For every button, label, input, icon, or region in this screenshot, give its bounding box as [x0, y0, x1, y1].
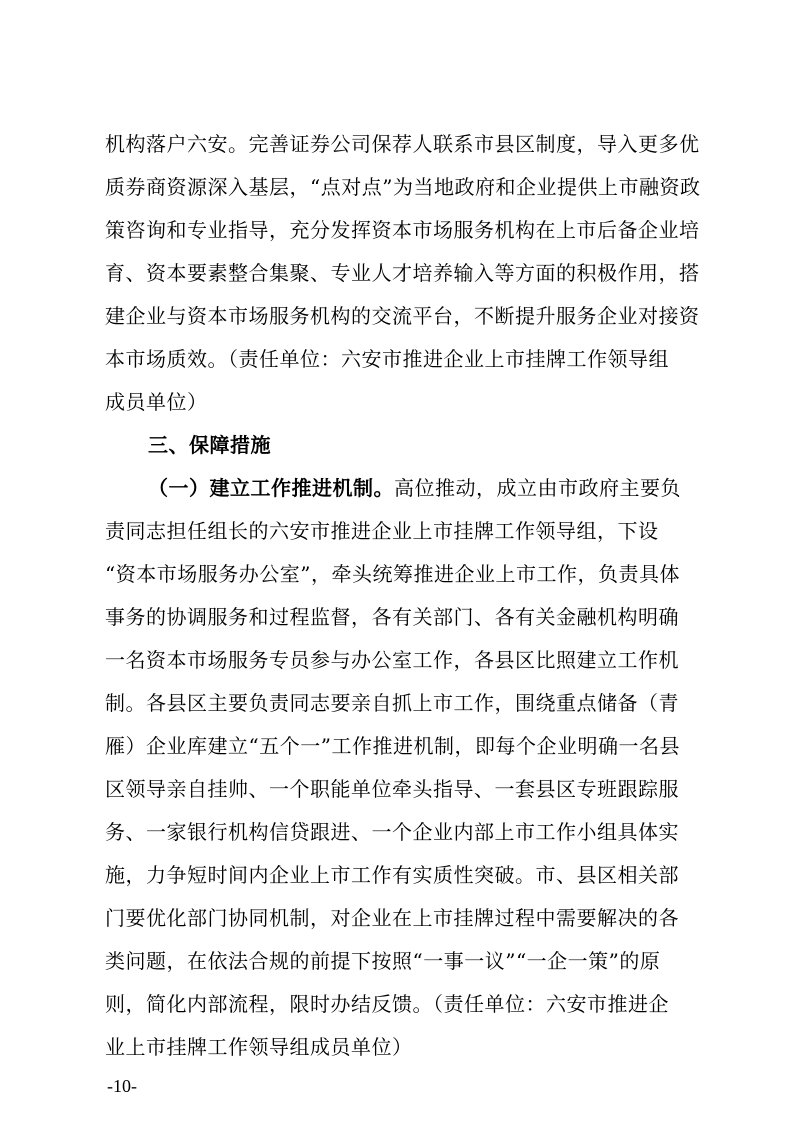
- paragraph-line: 事务的协调服务和过程监督，各有关部门、各有关金融机构明确: [105, 605, 679, 629]
- paragraph-line: 机构落户六安。完善证券公司保荐人联系市县区制度，导入更多优: [105, 132, 700, 156]
- section-heading: 三、保障措施: [148, 433, 271, 457]
- subsection-title: （一）建立工作推进机制。: [148, 476, 394, 500]
- paragraph-line: 类问题，在依法合规的前提下按照“一事一议”“一企一策”的原: [105, 949, 661, 973]
- subsection-text: 高位推动，成立由市政府主要负: [394, 476, 681, 500]
- paragraph-line: 雁）企业库建立“五个一”工作推进机制，即每个企业明确一名县: [105, 734, 680, 758]
- paragraph-line: 区领导亲自挂帅、一个职能单位牵头指导、一套县区专班跟踪服: [105, 777, 679, 801]
- paragraph-line: 本市场质效。（责任单位：六安市推进企业上市挂牌工作领导组: [105, 347, 669, 371]
- page-number: -10-: [107, 1076, 137, 1096]
- paragraph-line: 则，简化内部流程，限时办结反馈。（责任单位：六安市推进企: [105, 992, 669, 1016]
- paragraph-line: “资本市场服务办公室”，牵头统筹推进企业上市工作，负责具体: [105, 562, 680, 586]
- paragraph-line: 制。各县区主要负责同志要亲自抓上市工作，围绕重点储备（青: [105, 691, 679, 715]
- subsection-first-line: [148, 476, 738, 500]
- paragraph-line: 质券商资源深入基层，“点对点”为当地政府和企业提供上市融资政: [105, 175, 701, 199]
- paragraph-line: 务、一家银行机构信贷跟进、一个企业内部上市工作小组具体实: [105, 820, 679, 844]
- paragraph-line: 育、资本要素整合集聚、专业人才培养输入等方面的积极作用，搭: [105, 261, 700, 285]
- paragraph-line: 策咨询和专业指导，充分发挥资本市场服务机构在上市后备企业培: [105, 218, 700, 242]
- paragraph-line: 门要优化部门协同机制，对企业在上市挂牌过程中需要解决的各: [105, 906, 679, 930]
- paragraph-line: 业上市挂牌工作领导组成员单位）: [105, 1035, 413, 1059]
- paragraph-line: 一名资本市场服务专员参与办公室工作，各县区比照建立工作机: [105, 648, 679, 672]
- paragraph-line: 施，力争短时间内企业上市工作有实质性突破。市、县区相关部: [105, 863, 679, 887]
- paragraph-line: 建企业与资本市场服务机构的交流平台，不断提升服务企业对接资: [105, 304, 700, 328]
- paragraph-line: 成员单位）: [105, 390, 208, 414]
- paragraph-line: 责同志担任组长的六安市推进企业上市挂牌工作领导组，下设: [105, 519, 659, 543]
